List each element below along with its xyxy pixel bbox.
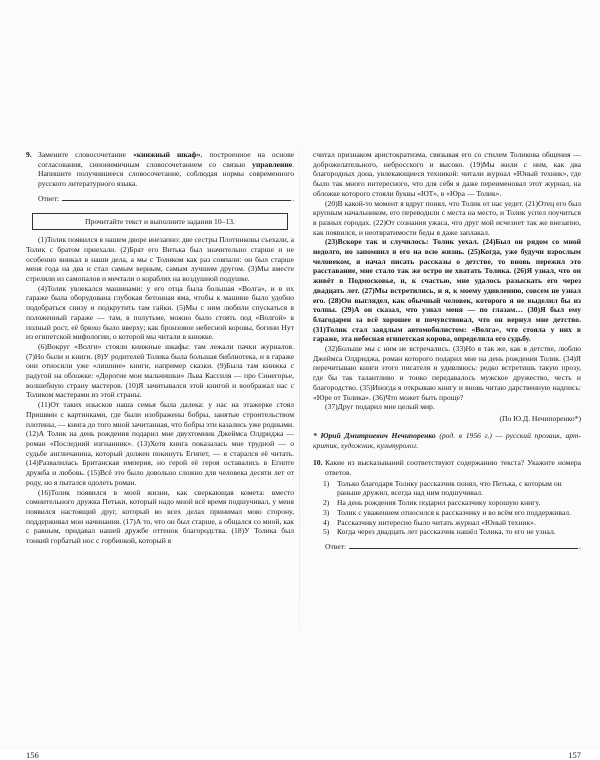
task-9-answer-row bbox=[26, 193, 294, 204]
task-9-phrase: «книжный шкаф» bbox=[132, 150, 201, 159]
task-10-options bbox=[313, 479, 581, 537]
option-text: Рассказчику интересно было читать журнал «Юный техник». bbox=[337, 517, 536, 527]
author-bio-details: (род. в 1956 г.) — русский прозаик, арт-критик, художник, культуролог. bbox=[313, 431, 582, 450]
page-number-left: 156 bbox=[26, 750, 39, 760]
book-spine bbox=[299, 150, 300, 630]
task-9-text-mid: , построенное на основе согласования, синонимичным словосочетанием со связью bbox=[38, 150, 295, 169]
task-10-question: Какие из высказываний соответствуют содержанию текста? Укажите номера ответов. bbox=[325, 458, 581, 477]
text-paragraph: (6)Вокруг «Волги» стояли книжные шкафы: там лежали пачки журналов. (7)Но были и книги. (8)У родителей Толика была большая библиотека, и в гараже они относили уже «лишние» книги, например сказки. (9)Была там книжка с радугой на обложке: «Дорогие мои мальчишки» Льва Кассиля — про Синегорье, волшебную страну мастеров. (10)Я зачитывался этой книгой и воображал нас с Толиком мастерами из этой страны. bbox=[26, 341, 294, 400]
text-paragraph: (23)Вскоре так и случилось: Толик уехал. (24)Был он рядом со мной недолго, но запомнил я его на всю жизнь. (25)Когда, уже будучи взрослым человеком, я начал писать рассказы о детстве, то вновь пережил это расставание, мне стало так же остро не хватать Толика. (26)Я узнал, что он живёт в Подмосковье, и, к счастью, мне удалось разыскать его через двадцать лет. (27)Мы встретились, и я, к моему удивлению, совсем не узнал его. (28)Он выглядел, как обычный человек, которого я не выделил бы из толпы. (29)А он сказал, что узнал меня — по глазам… (30)Я был ему благодарен за всё хорошее и почувствовал, что он вернул мне детство. (31)Толик стал заядлым автомобилистом: «Волга», что стояла у них в гараже, эта небесная египетская корова, определила его судьбу. bbox=[313, 237, 581, 344]
reading-instruction: Прочитайте текст и выполните задания 10–13. bbox=[32, 213, 288, 231]
option-number: 3) bbox=[323, 507, 330, 517]
task-9-answer-label: Ответ: bbox=[38, 193, 60, 203]
task-9-text bbox=[38, 150, 294, 189]
task-9-answer-line[interactable] bbox=[62, 193, 291, 201]
task-9-text-start: Замените словосочетание bbox=[38, 150, 133, 159]
option-number: 1) bbox=[323, 478, 330, 488]
task-10-answer-dot: . bbox=[579, 541, 581, 551]
option-number: 2) bbox=[323, 498, 330, 508]
option-text: Только благодаря Толику рассказчик понял, что Петька, с которым он раньше дружил, всегда над ним подшучивал. bbox=[337, 478, 562, 498]
option-number: 5) bbox=[323, 527, 330, 537]
task-10-answer-line[interactable] bbox=[349, 541, 578, 549]
answer-option bbox=[313, 508, 581, 518]
task-9-text-end: . Напишите получившееся словосочетание, соблюдая нормы современного русского литературного языка. bbox=[38, 159, 294, 189]
text-paragraph: (16)Толик появился в моей жизни, как сверкающая комета: вместо сомнительного дружка Петьки, который надо мной всё время подшучивал, у меня появился настоящий друг, который во всех делах принимал мою сторону, поддерживал мои начинания. (17)А то, что он был старше, а общался со мной, как с равным, придавал нашей дружбе оттенок благородства. (18)У Толика был тонкий горбатый нос с горбинкой, который я bbox=[26, 487, 294, 546]
task-9-number: 9. bbox=[26, 150, 32, 159]
task-10 bbox=[313, 458, 581, 477]
option-text: Толик с уважением относился к рассказчику и во всём его поддерживал. bbox=[337, 507, 571, 517]
text-paragraph: (32)Больше мы с ним не встречались. (33)Но я так же, как в детстве, люблю Джеймса Олдриджа, роман которого подарил мне на день рождения Толик. (34)Я перечитываю книги этого писателя и удивляюсь: редко встретишь такую прозу, где бы так талантливо и тонко передавалось мужское дружество, честь и благородство. (35)Иногда я открываю книгу и вновь читаю дарственную надпись: «Юре от Толика». (36)Что может быть проще? bbox=[313, 344, 581, 402]
text-paragraph: (37)Друг подарил мне целый мир. bbox=[325, 402, 435, 412]
task-9 bbox=[26, 150, 294, 189]
task-9-link-type: управление bbox=[252, 159, 293, 169]
author-bio bbox=[313, 431, 581, 450]
task-9-answer-dot: . bbox=[292, 193, 294, 203]
option-text: На день рождения Толик подарил рассказчику хорошую книгу. bbox=[337, 498, 541, 508]
right-page bbox=[313, 150, 582, 760]
left-page bbox=[26, 150, 295, 760]
answer-option bbox=[313, 479, 581, 498]
answer-option bbox=[313, 498, 581, 508]
text-paragraph: (4)Толик увлекался машинами: у его отца была большая «Волга», и в их гараже была оборудована глубокая бетонная яма, чтобы к машине было удобно подобраться снизу и подкрутить там гайки. (5)Мы с ним любили спускаться в положенный гараже — там, в полутьме, можно было стоять под «Волгой» в полный рост, её брюхо было вверху; как бронзовое небесной коровы, богини Нут из египетской мифологии, о которой мы читали в книжке. bbox=[26, 283, 294, 342]
text-paragraph: (1)Толик появился в нашем дворе внезапно: две сестры Плотниковы съехали, а Толик с братом приехали. (2)Брат его Витька был значительно старше и не особенно вникал в наши дела, а мы с Толиком как раз совпали: он был старше меня года на два и стал самым верным, самым лучшим другом. (3)Мы вместе стреляли из самопалов и мечтали о кораблях на воздушной подушке. bbox=[26, 235, 294, 284]
answer-option bbox=[313, 527, 581, 537]
answer-option bbox=[313, 518, 581, 528]
option-text: Когда через двадцать лет рассказчик нашёл Толика, то его не узнал. bbox=[337, 527, 556, 537]
page-number-right: 157 bbox=[568, 750, 581, 760]
author-attribution: (По Ю.Д. Нечипоренко*) bbox=[499, 413, 581, 423]
text-paragraph: (20)В какой-то момент я вдруг понял, что Толик от нас уедет. (21)Отец его был крупным начальником, его переводили с места на место, и Толик успел поучиться в разных городах. (22)От сознания ужаса, что друг мой исчезнет так же внезапно, как появился, и неотвратимости беды я даже заплакал. bbox=[313, 198, 581, 237]
task-10-number: 10. bbox=[313, 458, 323, 468]
task-10-answer-label: Ответ: bbox=[325, 541, 347, 551]
option-number: 4) bbox=[323, 517, 330, 527]
text-paragraph: (11)От таких изысков наша семья была далека: у нас на этажерке стоял Пришвин с картинками, где были изображены бобры, занятые строительством плотины, — книга до того мной зачитанная, что бобры эти казались уже родными. (12)А Толик на день рождения подарил мне двухтомник Джеймса Олдриджа — роман «Последний изгнанник». (13)Хотя книга показалась мне трудной — о судьбе англичанина, который должен покинуть Египет, — я старался её читать. (14)Развалилась Британская империя, но герой её героя оставались в Египте дружба и любовь. (15)Всё это было довольно сложно для человека десяти лет от роду, но я пытался одолеть роман. bbox=[26, 400, 294, 487]
task-10-answer-row bbox=[313, 541, 581, 552]
author-bio-name: * Юрий Дмитриевич Нечипоренко bbox=[313, 431, 436, 441]
text-paragraph: считал признаком аристократизма, связывая его со стилем Толикова общения — доброжелательного, небросского и высоко. (19)Мы жили с ним, как два благородных дона, увлекающиеся техникой: читали журнал «Юный техник», где было так много интересного, что для себя я даже переименовал этот журнал, на обложке которого стояли буквы «ЮТ», в «Юра — Толик». bbox=[313, 150, 581, 198]
